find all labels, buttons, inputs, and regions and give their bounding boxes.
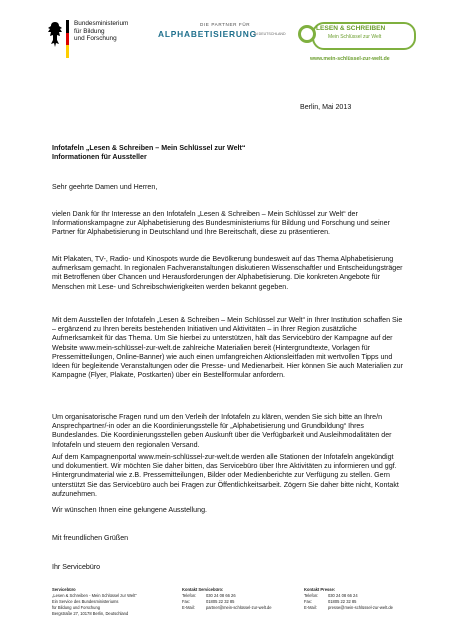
campaign-logo <box>298 22 418 72</box>
footer-service-heading: Servicebüro <box>52 587 76 592</box>
footer-service-address <box>52 587 137 617</box>
letter-title-line-2: Informationen für Aussteller <box>52 153 147 162</box>
footer-press-email-row <box>304 605 393 611</box>
partner-main-text: ALPHABETISIERUNG <box>158 29 257 39</box>
paragraph-organisation: Um organisatorische Fragen rund um den Verleih der Infotafeln zu klären, wenden Sie sich bitte an Ihre/n Ansprechpartner/-in oder an die Koordinierungsstelle für „Alphabetisierung und Grundbildung“ Ihres Bundeslandes. Die Koordinierungsstellen geben Auskunft über die Verfügbarkeit und Ausleihmodalitäten der Infotafeln und steuern den regionalen Versand. <box>52 413 392 449</box>
federal-eagle-icon <box>46 20 64 50</box>
bmbf-line-2: für Bildung <box>74 27 105 35</box>
paragraph-exhibit: Mit dem Ausstellen der Infotafeln „Lesen & Schreiben – Mein Schlüssel zur Welt“ in Ihrer Institution schaffen Sie – ergänzend zu Ihren bereits bestehenden Initiativen und Aktivitäten – in Ihrer Region zusätzliche Aufmerksamkeit für das Thema. Um Sie hierbei zu unterstützen, hält das Servicebüro der Kampagne auf der Website www.mein-schlüssel-zur-welt.de zahlreiche Materialien bereit (Hintergrundtexte, Vorlagen für Pressemitteilungen, Online-Banner) wie auch einen umfangreichen Aktionsleitfaden mit wertvollen Tipps und Ideen für begleitende Veranstaltungen oder die Presse- und Medienarbeit. Hier können Sie auch Materialien zur Kampagne (Flyer, Plakate, Postkarten) über ein Bestellformular anfordern. <box>52 316 403 380</box>
footer-service-line: „Lesen & Schreiben - Mein Schlüssel zur Welt“ <box>52 593 137 598</box>
key-icon <box>298 25 316 43</box>
footer-press-fax-label: Fax: <box>304 599 312 604</box>
letterhead <box>0 0 452 80</box>
paragraph-wishes: Wir wünschen Ihnen eine gelungene Ausstellung. <box>52 506 207 514</box>
letter-title <box>52 144 407 162</box>
paragraph-campaign: Mit Plakaten, TV-, Radio- und Kinospots wurde die Bevölkerung bundesweit auf das Thema Alphabetisierung aufmerksam gemacht. In regionalen Fachveranstaltungen diskutieren Wissenschaftler und Entscheidungsträger mit Betroffenen über Chancen und Herausforderungen der Alphabetisierung. Die konkreten Angebote für Menschen mit Lese- und Schreibschwierigkeiten werden bekannt gegeben. <box>52 255 403 291</box>
closing: Mit freundlichen Grüßen <box>52 534 129 542</box>
letter-date: Berlin, Mai 2013 <box>300 103 352 111</box>
partner-sub-text: IN DEUTSCHLAND <box>254 32 286 36</box>
salutation: Sehr geehrte Damen und Herren, <box>52 183 158 191</box>
german-flag-stripe <box>66 20 69 58</box>
footer-press-phone-label: Telefon: <box>304 593 319 598</box>
footer-email-row <box>182 605 272 611</box>
campaign-url: www.mein-schlüssel-zur-welt.de <box>310 56 390 62</box>
footer-press-phone-value[interactable]: 030 24 08 66 24 <box>328 593 358 598</box>
footer-contact-press <box>304 587 393 611</box>
footer-contact-heading: Kontakt Servicebüro: <box>182 587 224 592</box>
footer-email-label: E-Mail: <box>182 605 195 610</box>
signature: Ihr Servicebüro <box>52 563 101 571</box>
paragraph-intro: vielen Dank für Ihr Interesse an den Infotafeln „Lesen & Schreiben – Mein Schlüssel zur Welt“ der Informationskampagne zur Alphabetisierung des Bundesministeriums für Bildung und Forschung und seiner Partner für Alphabetisierung in Deutschland und Ihre Bereitschaft, diese zu präsentieren. <box>52 210 390 237</box>
bmbf-name <box>74 20 128 43</box>
footer-fax-value: 01805 22 32 85 <box>206 599 235 604</box>
footer-contact-service <box>182 587 272 611</box>
footer-service-line: Ein Service des Bundesministeriums <box>52 599 119 604</box>
footer-email-link[interactable]: partner@mein-schlüssel-zur-welt.de <box>206 605 272 610</box>
footer-press-fax-value: 01805 22 32 85 <box>328 599 357 604</box>
footer-phone-value[interactable]: 030 24 08 66 26 <box>206 593 236 598</box>
campaign-title: LESEN & SCHREIBEN <box>316 25 386 32</box>
paragraph-portal: Auf dem Kampagnenportal www.mein-schlüssel-zur-welt.de werden alle Stationen der Infotafeln angekündigt und dokumentiert. Wir möchten Sie daher bitten, das Servicebüro über Ihre Aktivitäten zu informieren und ggf. Hintergrundmaterial wie z.B. Pressemitteilungen, Bilder oder Medienberichte zur Verfügung zu stellen. Gern unterstützt Sie das Servicebüro auch bei Fragen zur Öffentlichkeitsarbeit. Zögern Sie daher bitte nicht, Kontakt aufzunehmen. <box>52 453 399 498</box>
footer-service-line: für Bildung und Forschung <box>52 605 101 610</box>
bmbf-logo <box>46 20 146 60</box>
campaign-subtitle: Mein Schlüssel zur Welt <box>328 34 382 40</box>
partner-logo <box>158 22 288 52</box>
footer-press-email-link[interactable]: presse@mein-schlüssel-zur-welt.de <box>328 605 393 610</box>
footer-press-heading: Kontakt Presse: <box>304 587 336 592</box>
footer-press-email-label: E-Mail: <box>304 605 317 610</box>
footer-service-line: Bergstraße 27, 10178 Berlin, Deutschland <box>52 611 129 616</box>
bmbf-line-1: Bundesministerium <box>74 20 129 27</box>
partner-top-text: DIE PARTNER FÜR <box>200 22 251 27</box>
bmbf-line-3: und Forschung <box>74 35 117 43</box>
footer-phone-label: Telefon: <box>182 593 197 598</box>
letter-footer <box>0 587 452 640</box>
footer-fax-label: Fax: <box>182 599 190 604</box>
letter-title-line-1: Infotafeln „Lesen & Schreiben – Mein Schlüssel zur Welt“ <box>52 144 246 152</box>
